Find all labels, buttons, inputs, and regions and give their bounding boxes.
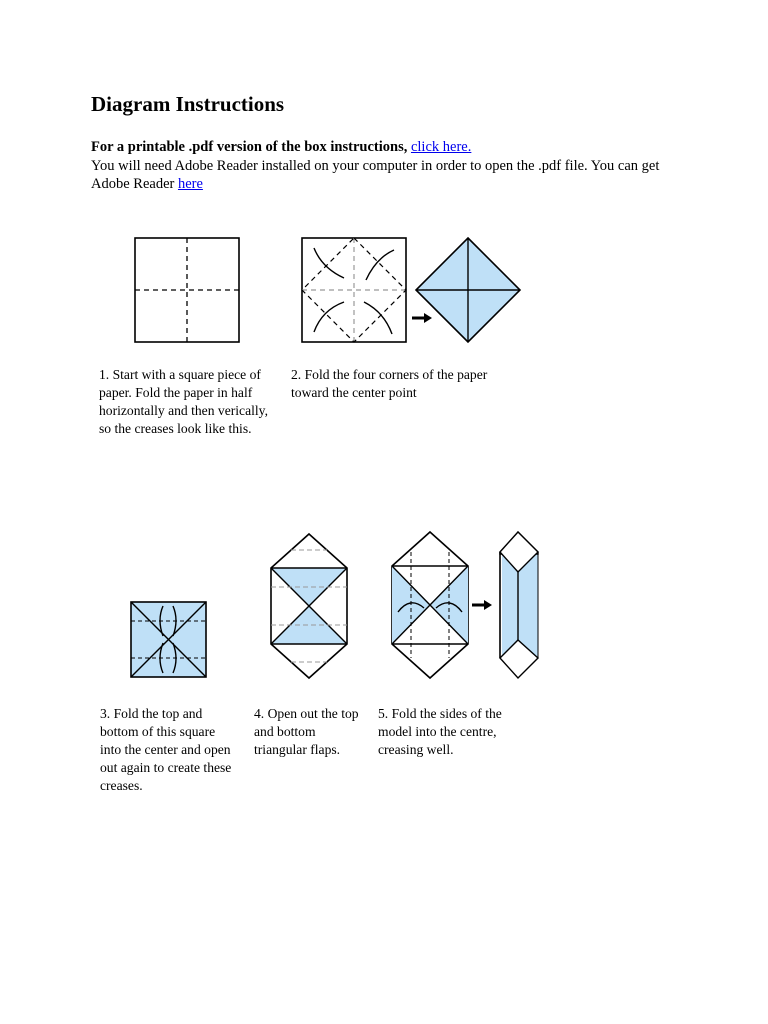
step1-diagram xyxy=(133,236,243,346)
pdf-link[interactable]: click here. xyxy=(410,139,472,155)
step5-diagram xyxy=(390,530,540,682)
step4-caption: 4. Open out the top and bottom triangular flaps. xyxy=(254,706,359,757)
step2-diagram xyxy=(300,236,530,348)
step4-diagram xyxy=(269,532,351,680)
step3-caption: 3. Fold the top and bottom of this square into the center and open out again to create these creases. xyxy=(100,706,232,793)
step5-caption: 5. Fold the sides of the model into the centre, creasing well. xyxy=(378,706,502,757)
step2-caption: 2. Fold the four corners of the paper toward the center point xyxy=(291,367,488,400)
step3-diagram xyxy=(129,600,209,680)
page-title: Diagram Instructions xyxy=(91,92,285,116)
adobe-reader-link[interactable]: here xyxy=(177,176,203,192)
pdf-intro-bold: For a printable .pdf version of the box instructions, xyxy=(91,139,408,155)
reader-note: You will need Adobe Reader installed on your computer in order to open the .pdf file. You can get Adobe Reader xyxy=(91,157,660,192)
intro-paragraph xyxy=(91,138,691,194)
step1-caption: 1. Start with a square piece of paper. Fold the paper in half horizontally and then verically, so the creases look like this. xyxy=(99,367,268,436)
